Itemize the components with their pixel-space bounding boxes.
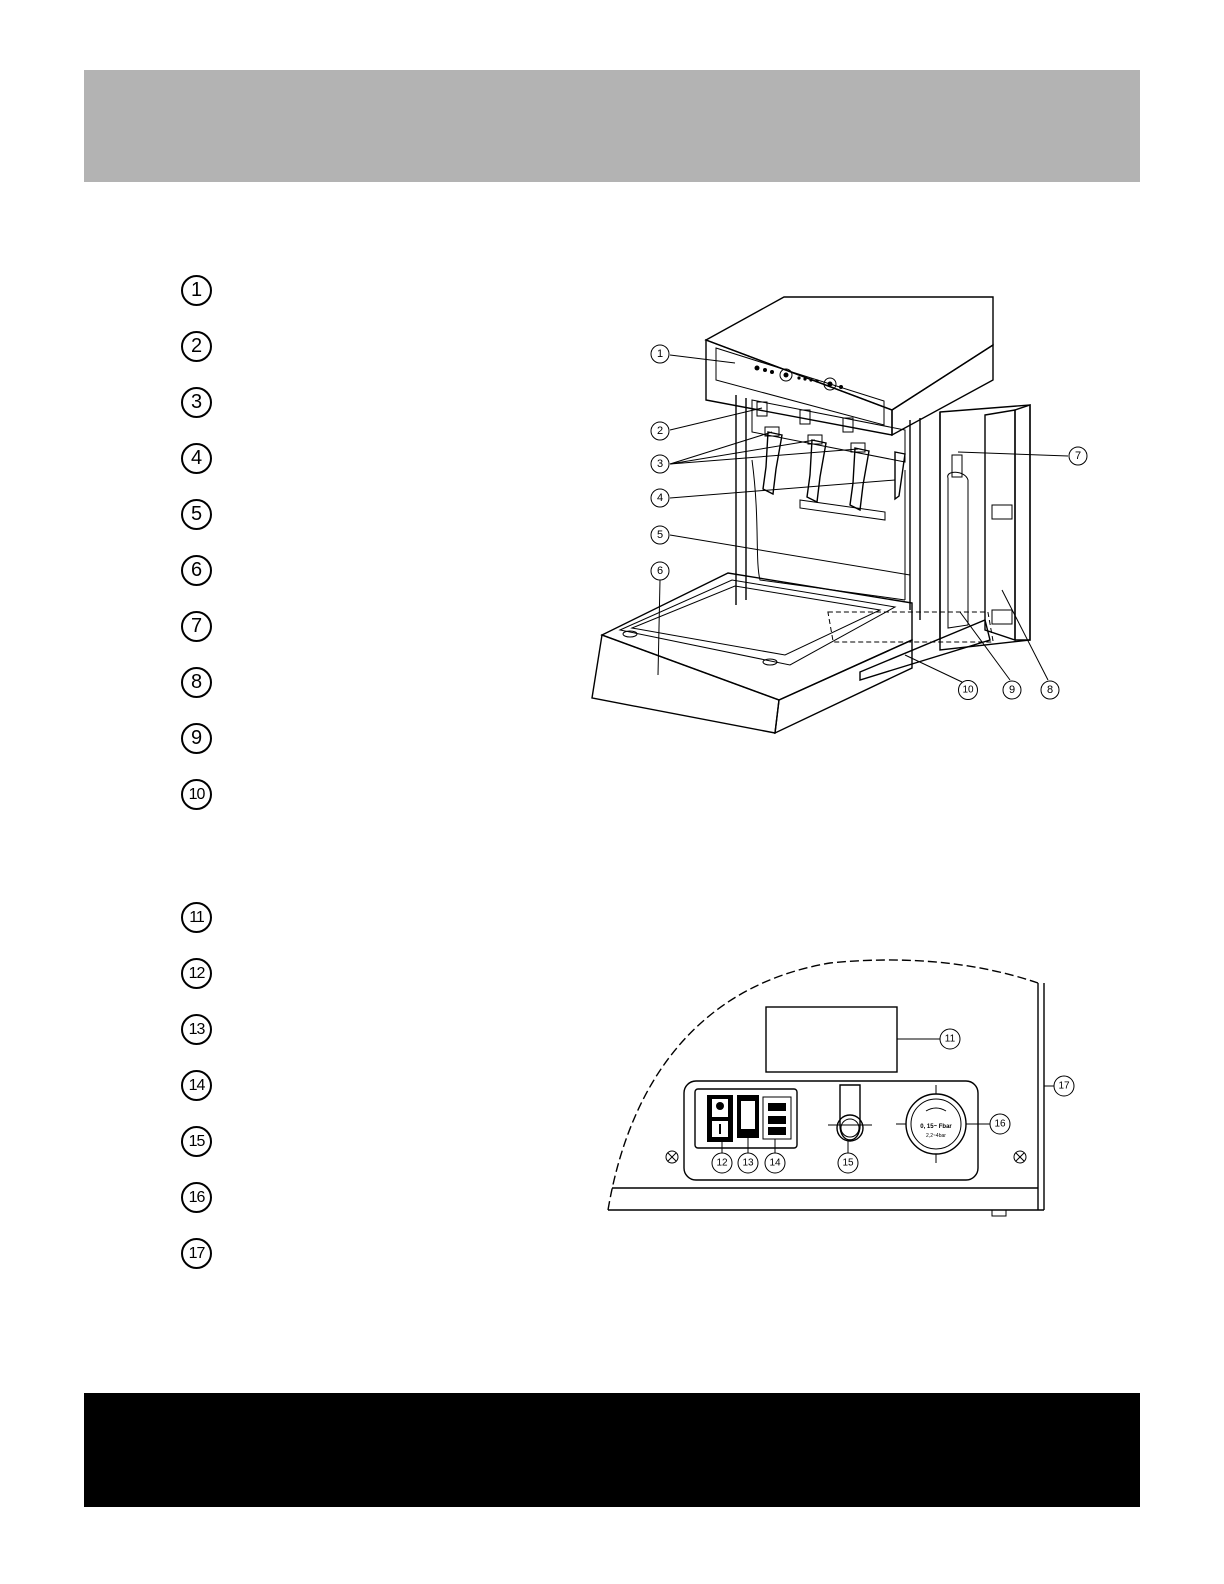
- callout-14: 14: [769, 1157, 781, 1169]
- callout-13: 13: [742, 1157, 754, 1169]
- connector-text-line2: 2,2~4bar: [926, 1133, 946, 1139]
- callout-3: 3: [656, 458, 664, 470]
- callout-12: 12: [716, 1157, 728, 1169]
- footer-band: [84, 1393, 1140, 1507]
- legend-number: 9: [181, 723, 212, 754]
- callout-2: 2: [656, 425, 664, 437]
- legend-number: 14: [181, 1070, 212, 1101]
- legend-number: 10: [181, 779, 212, 810]
- callout-8: 8: [1046, 684, 1054, 696]
- legend-number: 6: [181, 555, 212, 586]
- legend-number: 5: [181, 499, 212, 530]
- legend-number: 2: [181, 331, 212, 362]
- air-inlet-fitting: [828, 1085, 872, 1141]
- callout-4: 4: [656, 492, 664, 504]
- legend-number: 15: [181, 1126, 212, 1157]
- legend-number: 1: [181, 275, 212, 306]
- callout-15: 15: [842, 1157, 854, 1169]
- figure2-callouts: [712, 1076, 1074, 1173]
- legend-number: 3: [181, 387, 212, 418]
- callout-17: 17: [1058, 1080, 1070, 1092]
- callout-1: 1: [656, 348, 664, 360]
- connector-text-line1: 0, 15~ Fbar: [920, 1124, 952, 1130]
- callout-6: 6: [656, 565, 664, 577]
- legend-number: 17: [181, 1238, 212, 1269]
- legend-number: 11: [181, 902, 212, 933]
- legend-number: 16: [181, 1182, 212, 1213]
- power-entry-module: [695, 1089, 797, 1148]
- callout-10: 10: [962, 684, 974, 696]
- callout-7: 7: [1074, 450, 1082, 462]
- legend-number: 8: [181, 667, 212, 698]
- legend-number: 12: [181, 958, 212, 989]
- callout-5: 5: [656, 529, 664, 541]
- callout-16: 16: [994, 1118, 1006, 1130]
- legend-number: 13: [181, 1014, 212, 1045]
- pressure-connector: [896, 1085, 990, 1163]
- legend-number: 4: [181, 443, 212, 474]
- legend-number: 7: [181, 611, 212, 642]
- rear-housing: [608, 960, 1044, 1216]
- callout-11: 11: [944, 1033, 956, 1045]
- rating-label-plate: [766, 1007, 897, 1072]
- callout-9: 9: [1008, 684, 1016, 696]
